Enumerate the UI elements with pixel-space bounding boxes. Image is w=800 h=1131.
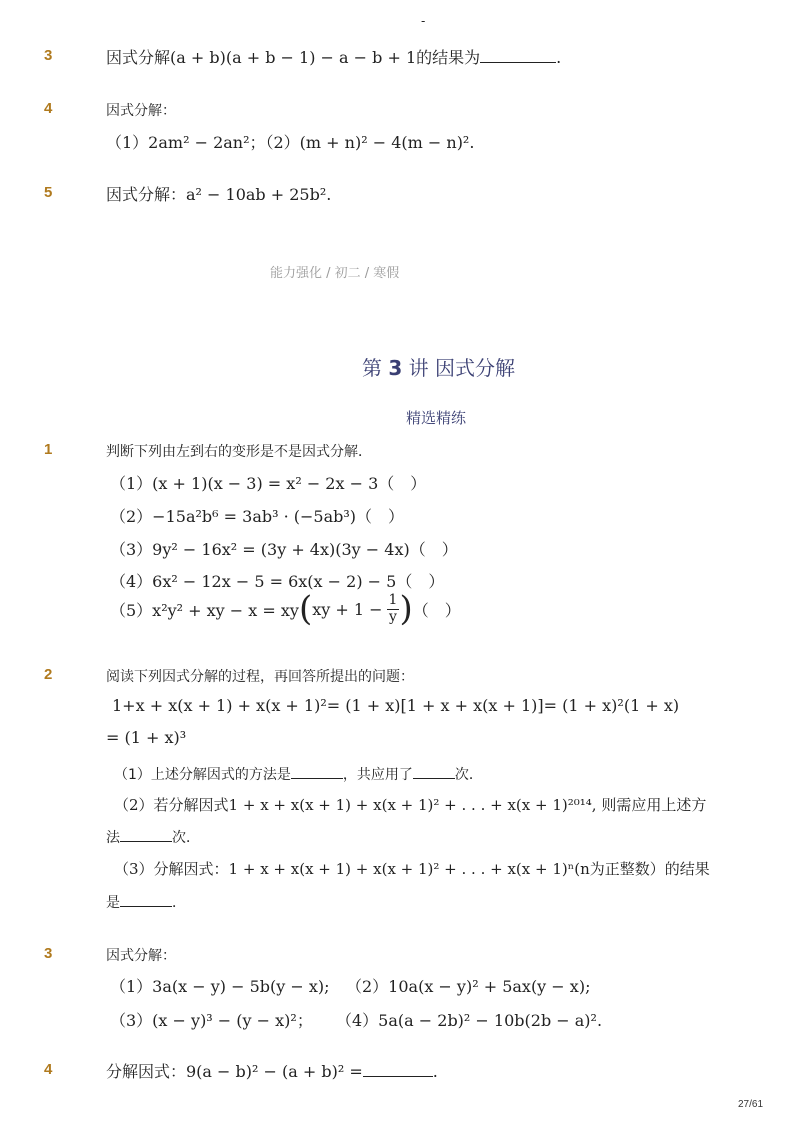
top-item-3-stem: 因式分解(a + b)(a + b − 1) − a − b + 1的结果为 [106, 48, 481, 67]
q3-part-2: （2）10a(x − y)² + 5ax(y − x); [346, 977, 591, 996]
answer-blank [480, 48, 556, 63]
q1-item-1: （1）(x + 1)(x − 3) = x² − 2x − 3（ ） [110, 474, 427, 493]
lecture-number: 3 [388, 356, 403, 380]
q3-part-4: （4）5a(a − 2b)² − 10b(2b − a)². [336, 1011, 603, 1030]
question-number: 3 [44, 945, 53, 962]
q3-part-1: （1）3a(x − y) − 5b(y − x); [110, 977, 330, 996]
top-item-4-parts: （1）2am² − 2an²；（2）(m + n)² − 4(m − n)². [106, 133, 475, 152]
top-item-5-text: 因式分解：a² − 10ab + 25b². [106, 185, 332, 204]
item-number: 3 [44, 47, 53, 64]
fraction-denominator: y [389, 608, 397, 625]
question-number: 1 [44, 441, 53, 458]
q2-part-1-mid: ，共应用了 [342, 767, 413, 783]
top-item-4-stem: 因式分解： [106, 103, 176, 119]
lecture-title-post: 讲 因式分解 [408, 356, 515, 380]
q2-part-1 [114, 764, 483, 784]
q4-tail: . [432, 1062, 438, 1081]
q2-part-1-text: （1）上述分解因式的方法是 [114, 767, 291, 783]
item-number: 5 [44, 184, 53, 201]
q2-part-3-cont [106, 892, 186, 912]
question-stem: 因式分解： [106, 948, 176, 964]
right-paren: ) [399, 589, 413, 629]
running-header: 能力强化 / 初二 / 寒假 [270, 266, 400, 281]
top-mark: - [421, 14, 426, 28]
left-paren: ( [298, 589, 313, 629]
lecture-title-pre: 第 [362, 356, 382, 380]
q1-item-5-bracket: （ ） [412, 600, 461, 620]
q1-item-2: （2）−15a²b⁶ = 3ab³ · (−5ab³)（ ） [110, 507, 405, 526]
question-stem: 阅读下列因式分解的过程，再回答所提出的问题： [106, 669, 414, 685]
question-number: 2 [44, 666, 53, 683]
answer-blank [413, 764, 455, 779]
q1-item-5 [110, 589, 461, 629]
q1-item-5-inner: xy + 1 − [312, 599, 383, 619]
q2-equation-1: 1+x + x(x + 1) + x(x + 1)²= (1 + x)[1 + x + x(x + 1)]= (1 + x)²(1 + x) [112, 696, 680, 715]
answer-blank [291, 764, 343, 779]
page-number: 27/61 [738, 1099, 764, 1110]
q4-stem: 分解因式：9(a − b)² − (a + b)² = [106, 1062, 363, 1081]
q2-part-3-is: 是 [106, 895, 120, 911]
q2-equation-2: = (1 + x)³ [106, 728, 187, 747]
q2-part-3: （3）分解因式：1 + x + x(x + 1) + x(x + 1)² + . . . + x(x + 1)ⁿ(n为正整数）的结果 [114, 860, 710, 878]
answer-blank [120, 827, 172, 842]
top-item-3-tail: . [556, 48, 562, 67]
q2-part-1-end: 次． [454, 767, 483, 783]
q2-part-2-cont [106, 827, 200, 847]
q1-item-5-lhs: （5）x²y² + xy − x = xy [110, 600, 299, 620]
top-item-3-text [106, 45, 561, 68]
question-stem: 判断下列由左到右的变形是不是因式分解． [106, 444, 372, 460]
item-number: 4 [44, 100, 53, 117]
q3-part-3: （3）(x − y)³ − (y − x)²； [110, 1011, 313, 1030]
q2-part-3-end: ． [172, 895, 186, 911]
fraction [387, 593, 400, 625]
answer-blank [120, 892, 172, 907]
q2-part-2-end: 次． [172, 830, 200, 846]
question-number: 4 [44, 1061, 53, 1078]
fraction-numerator: 1 [388, 592, 398, 609]
q4-text [106, 1059, 438, 1082]
lecture-title [362, 352, 515, 381]
q2-part-2-method: 法 [106, 830, 120, 846]
q2-part-2: （2）若分解因式1 + x + x(x + 1) + x(x + 1)² + . . . + x(x + 1)²⁰¹⁴, 则需应用上述方 [114, 796, 707, 814]
answer-blank [363, 1062, 433, 1077]
section-title: 精选精练 [406, 409, 467, 427]
q1-item-4: （4）6x² − 12x − 5 = 6x(x − 2) − 5（ ） [110, 572, 445, 591]
q1-item-3: （3）9y² − 16x² = (3y + 4x)(3y − 4x)（ ） [110, 540, 458, 559]
